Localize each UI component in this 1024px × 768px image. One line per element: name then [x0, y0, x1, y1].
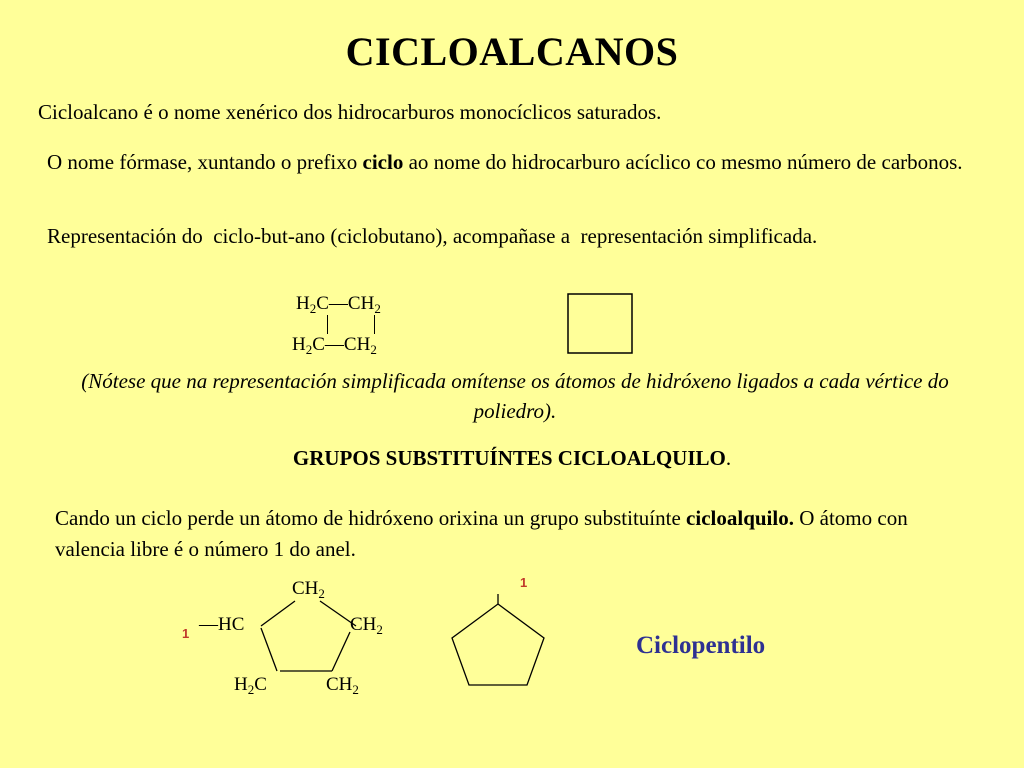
subscript: 2: [376, 622, 383, 637]
atoms-c-ch: C—CH: [312, 334, 371, 355]
section-heading-text: GRUPOS SUBSTITUÍNTES CICLOALQUILO: [292, 446, 726, 470]
section-heading: [0, 446, 1024, 471]
atoms-c-ch: C—CH: [316, 293, 375, 314]
cyclobutane-formula: [294, 293, 424, 359]
cyclobutane-bottom-row: [292, 334, 377, 356]
naming-text-before: O nome fórmase, xuntando o prefixo: [47, 150, 363, 174]
cyclopentyl-right-atom: [350, 614, 383, 636]
position-number-left: 1: [182, 626, 190, 641]
atom-h: H: [292, 334, 306, 355]
atom-c: C: [254, 674, 267, 695]
naming-paragraph: [47, 147, 986, 178]
cyclopentyl-pentagon-diagram: [448, 592, 552, 692]
intro-text: Cicloalcano é o nome xenérico dos hidrocarburos monocíclicos saturados.: [38, 100, 662, 124]
subscript: 2: [352, 682, 359, 697]
pentagon-ring: [452, 604, 544, 685]
cyclobutane-left-bond: [327, 315, 328, 334]
group-text-before: Cando un ciclo perde un átomo de hidróxeno orixina un grupo substituínte: [55, 506, 687, 530]
atom-h: H: [234, 674, 248, 695]
cyclopentyl-top-atom: [292, 578, 325, 600]
cyclopentyl-left-atom: —HC: [199, 614, 245, 635]
bond: [261, 628, 277, 671]
cicloalquilo-term: cicloalquilo.: [686, 506, 794, 530]
page-title: CICLOALCANOS: [345, 29, 679, 74]
cyclopentyl-bottom-right-atom: [326, 674, 359, 696]
naming-text-after: ao nome do hidrocarburo acíclico co mesmo número de carbonos.: [403, 150, 963, 174]
subscript: 2: [247, 682, 255, 697]
cyclobutane-right-bond: [374, 315, 375, 334]
position-number-right: 1: [520, 575, 528, 590]
atom-h: H: [296, 293, 310, 314]
atoms-ch: CH: [326, 674, 353, 695]
ciclopentilo-label: Ciclopentilo: [636, 632, 766, 659]
cyclobutane-top-row: [296, 293, 381, 315]
subscript: 2: [305, 342, 313, 357]
subscript: 2: [309, 301, 317, 316]
representation-paragraph: Representación do ciclo-but-ano (ciclobutano), acompañase a representación simplificada.: [47, 224, 818, 248]
cyclopentyl-bottom-left-atom: [234, 674, 267, 696]
subscript: 2: [318, 586, 325, 601]
group-text-after: O átomo con valencia libre é o número 1 do anel.: [55, 506, 908, 561]
bond: [332, 632, 350, 671]
bond: [261, 601, 295, 626]
atoms-ch: CH: [292, 578, 319, 599]
group-paragraph: [55, 503, 935, 565]
subscript: 2: [374, 301, 381, 316]
atoms-ch: CH: [350, 614, 377, 635]
note-text: (Nótese que na representación simplificada omítense os átomos de hidróxeno ligados a cada vértice do poliedro).: [81, 369, 949, 423]
intro-paragraph: [38, 100, 661, 125]
subscript: 2: [370, 342, 377, 357]
square-ring: [568, 294, 632, 353]
section-heading-dot: .: [725, 446, 732, 470]
prefix-ciclo: ciclo: [362, 150, 404, 174]
cyclobutane-square-diagram: [566, 292, 636, 356]
